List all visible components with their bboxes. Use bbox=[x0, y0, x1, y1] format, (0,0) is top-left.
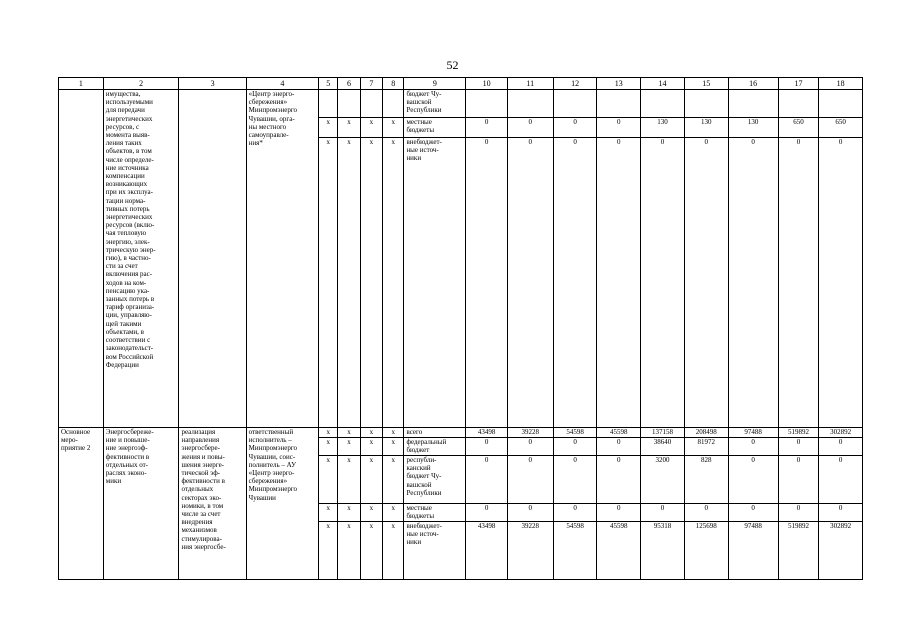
code-cell: x bbox=[360, 438, 382, 456]
year-value bbox=[507, 90, 553, 118]
year-value: 0 bbox=[597, 504, 641, 522]
code-cell: x bbox=[319, 428, 338, 438]
code-cell: x bbox=[360, 118, 382, 138]
year-value: 0 bbox=[507, 456, 553, 504]
column-number: 10 bbox=[466, 78, 508, 90]
code-cell: x bbox=[360, 522, 382, 580]
year-value bbox=[684, 90, 728, 118]
year-value: 39228 bbox=[507, 522, 553, 580]
year-value: 0 bbox=[466, 138, 508, 428]
column-number: 18 bbox=[819, 78, 863, 90]
year-value bbox=[641, 90, 685, 118]
code-cell bbox=[383, 90, 404, 118]
measure-code: Основное меро- приятие 2 bbox=[59, 428, 104, 580]
year-value: 0 bbox=[507, 118, 553, 138]
year-value: 137158 bbox=[641, 428, 685, 438]
page-number: 52 bbox=[446, 58, 459, 72]
year-value: 130 bbox=[728, 118, 778, 138]
year-value: 81972 bbox=[684, 438, 728, 456]
year-value: 0 bbox=[778, 138, 819, 428]
year-value: 0 bbox=[819, 438, 863, 456]
year-value: 0 bbox=[507, 438, 553, 456]
year-value: 0 bbox=[641, 138, 685, 428]
funding-source: местные бюджеты bbox=[404, 118, 466, 138]
column-number: 2 bbox=[103, 78, 179, 90]
year-value: 0 bbox=[466, 438, 508, 456]
code-cell: x bbox=[360, 456, 382, 504]
column-number: 12 bbox=[553, 78, 597, 90]
year-value: 97488 bbox=[728, 522, 778, 580]
year-value: 130 bbox=[684, 118, 728, 138]
year-value bbox=[466, 90, 508, 118]
year-value: 208498 bbox=[684, 428, 728, 438]
year-value: 0 bbox=[728, 456, 778, 504]
code-cell: x bbox=[319, 504, 338, 522]
funding-source: всего bbox=[404, 428, 466, 438]
column-number: 3 bbox=[179, 78, 246, 90]
code-cell: x bbox=[383, 438, 404, 456]
code-cell: x bbox=[360, 138, 382, 428]
column-number: 13 bbox=[597, 78, 641, 90]
year-value: 650 bbox=[819, 118, 863, 138]
year-value: 97488 bbox=[728, 428, 778, 438]
year-value: 54598 bbox=[553, 428, 597, 438]
year-value: 302892 bbox=[819, 522, 863, 580]
year-value bbox=[819, 90, 863, 118]
year-value: 519892 bbox=[778, 522, 819, 580]
header-row bbox=[59, 78, 863, 90]
measure-purpose bbox=[179, 90, 246, 428]
year-value: 0 bbox=[778, 504, 819, 522]
funding-source: внебюджет- ные источ- ники bbox=[404, 522, 466, 580]
year-value: 0 bbox=[641, 504, 685, 522]
year-value: 130 bbox=[641, 118, 685, 138]
column-number: 1 bbox=[59, 78, 104, 90]
year-value: 0 bbox=[597, 118, 641, 138]
code-cell bbox=[360, 90, 382, 118]
table-row bbox=[59, 428, 863, 438]
executor: ответственный исполнитель – Минпромэнерго Чувашии, соис- полнитель – АУ «Центр энерго- сбережения» Минпромэнерго Чувашии bbox=[246, 428, 319, 580]
code-cell: x bbox=[383, 522, 404, 580]
year-value: 828 bbox=[684, 456, 728, 504]
year-value: 45598 bbox=[597, 522, 641, 580]
funding-source: внебюджет- ные источ- ники bbox=[404, 138, 466, 428]
column-number: 7 bbox=[360, 78, 382, 90]
year-value: 0 bbox=[553, 456, 597, 504]
code-cell bbox=[319, 90, 338, 118]
year-value: 0 bbox=[684, 504, 728, 522]
code-cell: x bbox=[319, 522, 338, 580]
year-value: 0 bbox=[819, 456, 863, 504]
column-number: 4 bbox=[246, 78, 319, 90]
year-value: 125698 bbox=[684, 522, 728, 580]
year-value: 0 bbox=[684, 138, 728, 428]
year-value: 0 bbox=[728, 138, 778, 428]
code-cell: x bbox=[360, 428, 382, 438]
year-value: 45598 bbox=[597, 428, 641, 438]
year-value: 0 bbox=[597, 138, 641, 428]
year-value: 43498 bbox=[466, 428, 508, 438]
year-value: 95318 bbox=[641, 522, 685, 580]
funding-source: федеральный бюджет bbox=[404, 438, 466, 456]
code-cell: x bbox=[338, 456, 360, 504]
year-value: 3200 bbox=[641, 456, 685, 504]
year-value: 0 bbox=[728, 438, 778, 456]
executor: «Центр энерго- сбережения» Минпромэнерго Чувашии, орга- ны местного самоуправле- ния* bbox=[246, 90, 319, 428]
funding-source: бюджет Чу- вашской Республики bbox=[404, 90, 466, 118]
year-value: 0 bbox=[553, 118, 597, 138]
year-value: 650 bbox=[778, 118, 819, 138]
year-value: 0 bbox=[778, 456, 819, 504]
column-number: 9 bbox=[404, 78, 466, 90]
column-number: 8 bbox=[383, 78, 404, 90]
code-cell: x bbox=[338, 138, 360, 428]
code-cell: x bbox=[383, 138, 404, 428]
year-value: 0 bbox=[553, 438, 597, 456]
column-number: 15 bbox=[684, 78, 728, 90]
year-value: 43498 bbox=[466, 522, 508, 580]
table-row bbox=[59, 90, 863, 118]
year-value: 519892 bbox=[778, 428, 819, 438]
year-value: 38640 bbox=[641, 438, 685, 456]
code-cell: x bbox=[319, 138, 338, 428]
code-cell: x bbox=[383, 118, 404, 138]
year-value: 0 bbox=[507, 504, 553, 522]
column-number: 6 bbox=[338, 78, 360, 90]
code-cell: x bbox=[338, 504, 360, 522]
year-value: 0 bbox=[553, 504, 597, 522]
code-cell: x bbox=[383, 456, 404, 504]
measure-name: имущества, используемыми для передачи энергетических ресурсов, с момента выяв- ления таких объектов, в том числе определе- ние источника компенсации возникающих при их эксплуа- тации норма- тивных потерь энергетических ресурсов (вклю- чая тепловую энергию, элек- трическую энер- гию), в частно- сти за счет включения рас- ходов на ком- пенсацию ука- занных потерь в тариф организа- ции, управляю- щей такими объектами, в соответствии с законодательст- вом Российской Федерации bbox=[103, 90, 179, 428]
code-cell: x bbox=[319, 438, 338, 456]
column-number: 11 bbox=[507, 78, 553, 90]
code-cell: x bbox=[338, 428, 360, 438]
year-value: 0 bbox=[466, 504, 508, 522]
year-value: 0 bbox=[553, 138, 597, 428]
measure-name: Энергосбереже- ние и повыше- ние энергоэф- фективности в отдельных от- раслях эконо- мики bbox=[103, 428, 179, 580]
year-value: 0 bbox=[597, 438, 641, 456]
column-number: 5 bbox=[319, 78, 338, 90]
code-cell bbox=[338, 90, 360, 118]
year-value: 0 bbox=[819, 138, 863, 428]
year-value: 0 bbox=[466, 118, 508, 138]
column-number: 17 bbox=[778, 78, 819, 90]
code-cell: x bbox=[338, 438, 360, 456]
year-value: 0 bbox=[597, 456, 641, 504]
budget-table bbox=[58, 77, 863, 580]
year-value bbox=[553, 90, 597, 118]
measure-code bbox=[59, 90, 104, 428]
code-cell: x bbox=[383, 428, 404, 438]
year-value: 0 bbox=[507, 138, 553, 428]
year-value bbox=[728, 90, 778, 118]
year-value: 39228 bbox=[507, 428, 553, 438]
year-value: 0 bbox=[819, 504, 863, 522]
code-cell: x bbox=[319, 456, 338, 504]
year-value bbox=[778, 90, 819, 118]
measure-purpose: реализация направления энергосбере- жения и повы- шения энерге- тической эф- фективности в отдельных секторах эко- номики, в том числе за счет внедрения механизмов стимулирова- ния энергосбе- bbox=[179, 428, 246, 580]
code-cell: x bbox=[383, 504, 404, 522]
funding-source: местные бюджеты bbox=[404, 504, 466, 522]
column-number: 16 bbox=[728, 78, 778, 90]
column-number: 14 bbox=[641, 78, 685, 90]
code-cell: x bbox=[360, 504, 382, 522]
year-value: 302892 bbox=[819, 428, 863, 438]
code-cell: x bbox=[338, 118, 360, 138]
year-value: 0 bbox=[728, 504, 778, 522]
code-cell: x bbox=[319, 118, 338, 138]
year-value: 0 bbox=[778, 438, 819, 456]
year-value bbox=[597, 90, 641, 118]
funding-source: республи- канский бюджет Чу- вашской Республики bbox=[404, 456, 466, 504]
code-cell: x bbox=[338, 522, 360, 580]
year-value: 0 bbox=[466, 456, 508, 504]
year-value: 54598 bbox=[553, 522, 597, 580]
